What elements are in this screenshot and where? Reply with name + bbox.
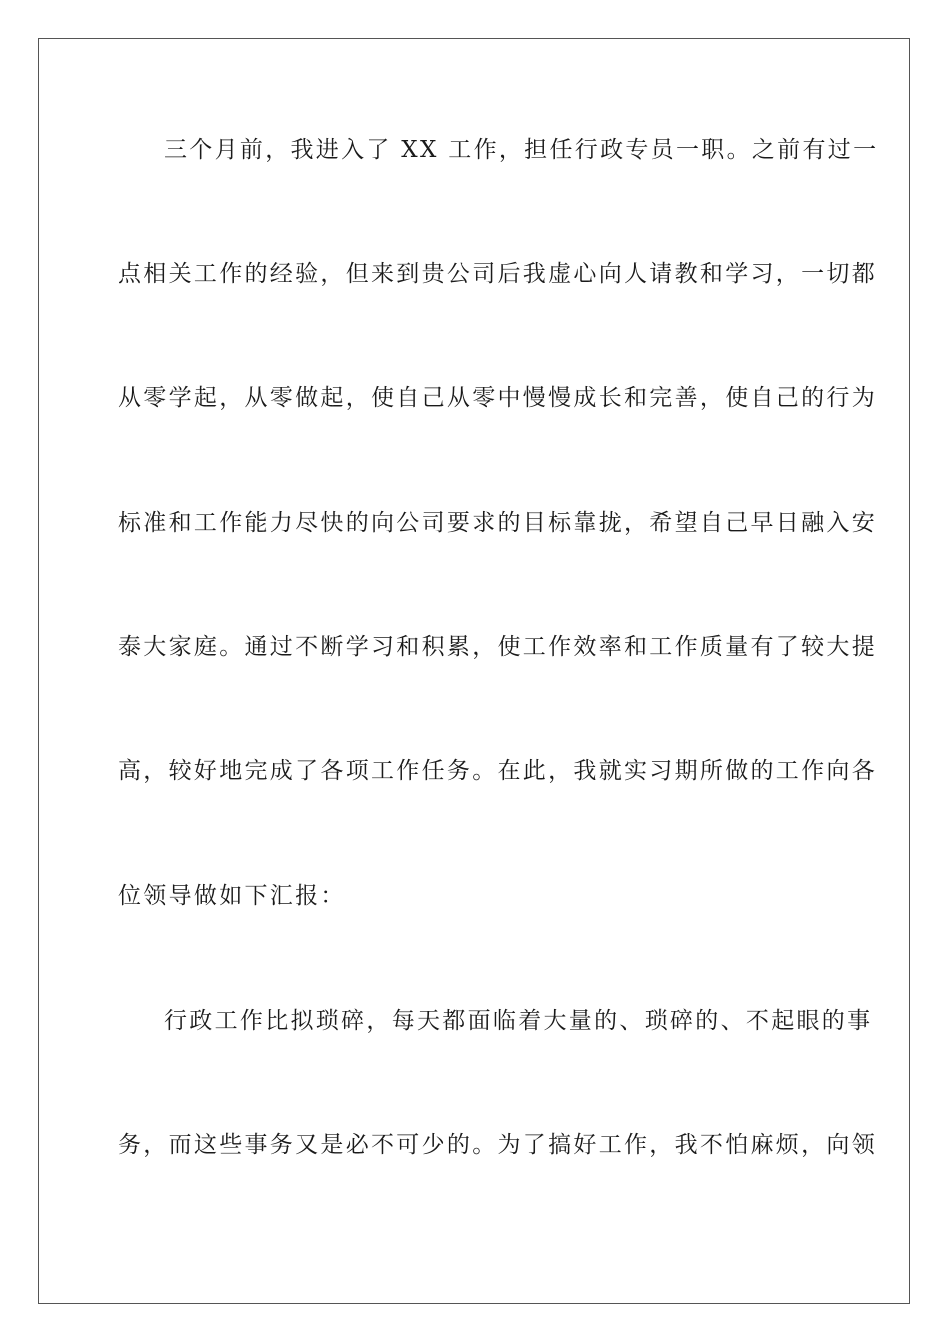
page-border: [38, 38, 910, 1304]
paragraph-1-line-5: 泰大家庭。通过不断学习和积累，使工作效率和工作质量有了较大提: [118, 634, 877, 660]
paragraph-2-line-2: 务，而这些事务又是必不可少的。为了搞好工作，我不怕麻烦，向领: [118, 1132, 877, 1158]
paragraph-1-line-1: 三个月前，我进入了 XX 工作，担任行政专员一职。之前有过一: [164, 137, 879, 163]
paragraph-1-line-7: 位领导做如下汇报：: [118, 883, 346, 909]
paragraph-1-line-2: 点相关工作的经验，但来到贵公司后我虚心向人请教和学习，一切都: [118, 261, 877, 287]
paragraph-1-line-4: 标准和工作能力尽快的向公司要求的目标靠拢，希望自己早日融入安: [118, 510, 877, 536]
paragraph-2-line-1: 行政工作比拟琐碎，每天都面临着大量的、琐碎的、不起眼的事: [164, 1008, 873, 1034]
paragraph-1-line-3: 从零学起，从零做起，使自己从零中慢慢成长和完善，使自己的行为: [118, 385, 877, 411]
paragraph-1-line-6: 高，较好地完成了各项工作任务。在此，我就实习期所做的工作向各: [118, 758, 877, 784]
